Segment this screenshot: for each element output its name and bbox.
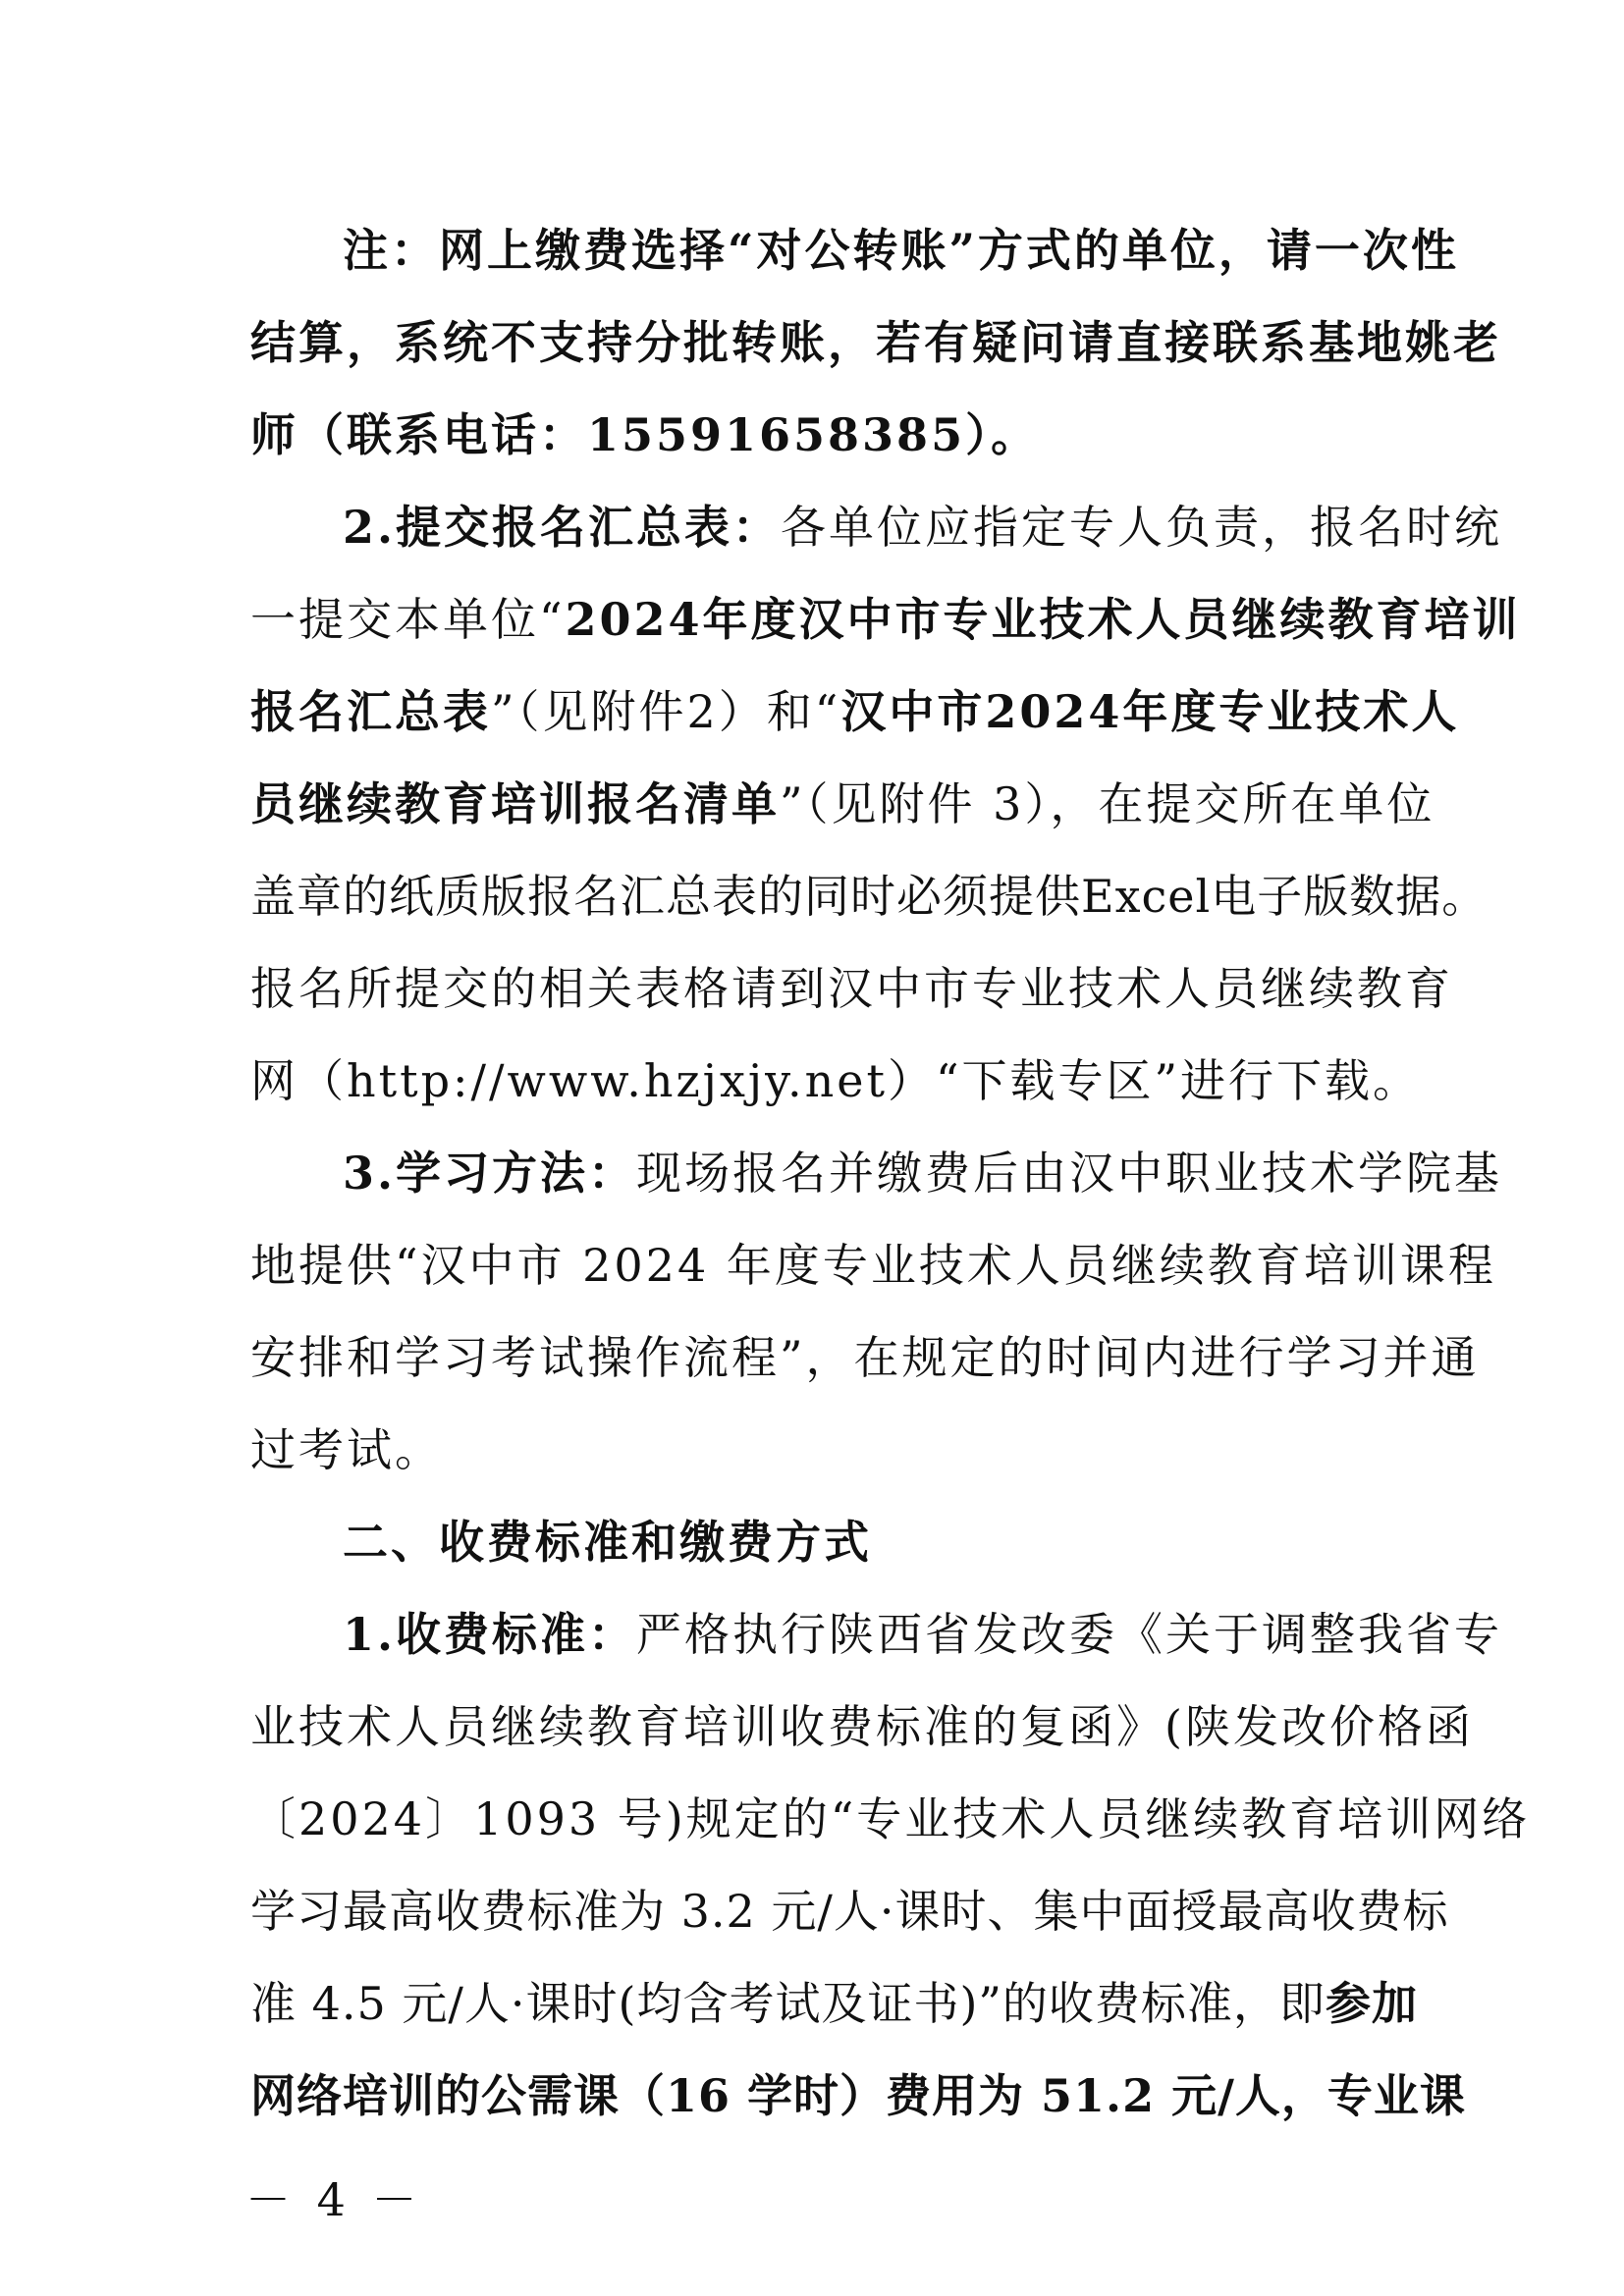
p4-line-2: 业技术人员继续教育培训收费标准的复函》(陕发改价格函 xyxy=(250,1700,1474,1753)
p4-line-5 xyxy=(250,1957,1418,2050)
p2-line-4 xyxy=(250,758,1435,850)
p2-line-5: 盖章的纸质版报名汇总表的同时必须提供Excel电子版数据。 xyxy=(250,870,1489,923)
p2-line-3 xyxy=(250,666,1460,758)
p2-line-6: 报名所提交的相关表格请到汉中市专业技术人员继续教育 xyxy=(250,962,1453,1015)
page-number: － 4 － xyxy=(245,2173,423,2226)
p2-line-3-bold-2: 汉中市2024年度专业技术人 xyxy=(840,685,1460,738)
p2-line-2 xyxy=(250,573,1521,666)
p2-heading: 2.提交报名汇总表： xyxy=(343,501,782,554)
note-line-2: 结算，系统不支持分批转账，若有疑问请直接联系基地姚老 xyxy=(250,316,1501,369)
p3-line-4: 过考试。 xyxy=(250,1423,443,1476)
p4-heading: 1.收费标准： xyxy=(343,1608,637,1661)
p3-line-2: 地提供“汉中市 2024 年度专业技术人员继续教育培训课程 xyxy=(250,1239,1496,1292)
p2-line-7: 网（http://www.hzjxjy.net）“下载专区”进行下载。 xyxy=(250,1054,1422,1107)
p3-line-3: 安排和学习考试操作流程”，在规定的时间内进行学习并通 xyxy=(250,1331,1480,1384)
p2-line-3-bold: 报名汇总表 xyxy=(250,685,491,738)
p4-line-1-text: 严格执行陕西省发改委《关于调整我省专 xyxy=(636,1608,1503,1661)
p2-line-4-bold: 员继续教育培训报名清单 xyxy=(250,777,780,830)
p4-line-3: 〔2024〕1093 号)规定的“专业技术人员继续教育培训网络 xyxy=(250,1792,1531,1845)
p4-line-1 xyxy=(250,1588,1503,1681)
p4-line-6: 网络培训的公需课（16 学时）费用为 51.2 元/人，专业课 xyxy=(250,2069,1466,2122)
p2-line-1-text: 各单位应指定专人负责，报名时统 xyxy=(781,501,1503,554)
p2-line-2-prefix: 一提交本单位“ xyxy=(250,593,566,646)
note-line-1: 注：网上缴费选择“对公转账”方式的单位，请一次性 xyxy=(343,224,1459,277)
p2-line-2-bold: 2024年度汉中市专业技术人员继续教育培训 xyxy=(565,593,1521,646)
p3-line-1 xyxy=(250,1127,1503,1219)
p3-line-1-text: 现场报名并缴费后由汉中职业技术学院基 xyxy=(636,1147,1503,1200)
p4-line-5-bold: 参加 xyxy=(1325,1977,1418,2030)
p2-line-1 xyxy=(250,481,1503,573)
p4-line-5-text: 准 4.5 元/人·课时(均含考试及证书)”的收费标准，即 xyxy=(250,1977,1326,2030)
section-2-heading: 二、收费标准和缴费方式 xyxy=(343,1516,872,1569)
document-body xyxy=(250,204,1531,2142)
note-line-3: 师（联系电话：15591658385）。 xyxy=(250,408,1040,461)
p2-line-3-mid: ”（见附件2）和“ xyxy=(491,685,841,738)
p2-line-4-text: ”（见附件 3），在提交所在单位 xyxy=(780,777,1435,830)
p3-heading: 3.学习方法： xyxy=(343,1147,637,1200)
p4-line-4: 学习最高收费标准为 3.2 元/人·课时、集中面授最高收费标 xyxy=(250,1885,1449,1938)
